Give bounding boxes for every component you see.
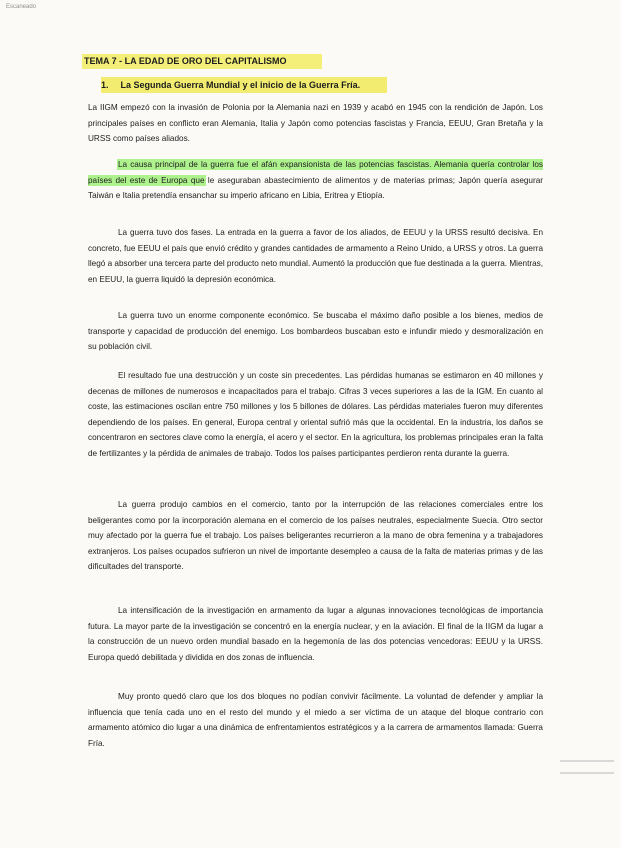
paragraph-text: La guerra tuvo dos fases. La entrada en la guerra a favor de los aliados, de EEUU y la URSS resultó decisiva. En concreto, fue EEUU el país que envió crédito y grandes cantidades de armamento a Reino Unido, a URSS y otros. La guerra llegó a absorber una tercera parte del producto neto mundial. Aumentó la producción que fue destinada a la guerra. Mientras, en EEUU, la guerra liquidó la depresión económica.	[88, 228, 543, 284]
paragraph-innovation	[88, 603, 543, 665]
scan-label: Escaneado	[6, 4, 37, 10]
paragraph-text: Muy pronto quedó claro que los dos bloques no podían convivir fácilmente. La voluntad de defender y ampliar la influencia que tenía cada uno en el resto del mundo y el miedo a ser víctima de un ataque del bloque contrario con armamento atómico dio lugar a una dinámica de enfrentamientos estratégicos y a la carrera de armamentos llamada: Guerra Fría.	[88, 692, 543, 748]
paragraph-intro: La IIGM empezó con la invasión de Polonia por la Alemania nazi en 1939 y acabó en 1945 con la rendición de Japón. Los principales países en conflicto eran Alemania, Italia y Japón como potencias fascistas y Francia, EEUU, Gran Bretaña y la URSS como países aliados.	[88, 103, 543, 143]
page-title: TEMA 7 - LA EDAD DE ORO DEL CAPITALISMO	[82, 54, 322, 69]
paragraph-text: le aseguraban abastecimiento de alimentos y de materias primas; Japón quería asegurar Taiwán e Italia pretendía ensanchar su imperio africano en Libia, Eritrea y Etiopía.	[88, 175, 543, 200]
highlighted-text: La causa principal de la guerra fue el afán expansionista de las potencias fascistas. Alemania quería controlar los países del este de Europa que	[88, 160, 543, 185]
paragraph-text: La intensificación de la investigación en armamento da lugar a algunas innovaciones tecnológicas de importancia futura. La mayor parte de la investigación se concentró en la energía nuclear, y en la aviación. El final de la IIGM da lugar a la construcción de un nuevo orden mundial basado en la hegemonía de las dos potencias vencedoras: EEUU y la URSS. Europa quedó debilitada y dividida en dos zonas de influencia.	[88, 606, 543, 662]
paragraph-text: El resultado fue una destrucción y un coste sin precedentes. Las pérdidas humanas se estimaron en 40 millones y decenas de millones de numerosos e incapacitados para el trabajo. Cifras 3 veces superiores a las de la IGM. En cuanto al coste, las estimaciones oscilan entre 750 millones y los 5 billones de dólares. Las pérdidas materiales fueron muy diferentes dependiendo de los países. En general, Europa central y oriental sufrió más que la occidental. En la industria, los daños se concentraron en sectores clave como la energía, el acero y el sector. En la agricultura, los problemas principales eran la falta de fertilizantes y la pérdida de animales de trabajo. Todos los países participantes perdieron renta durante la guerra.	[88, 371, 543, 458]
section-label: La Segunda Guerra Mundial y el inicio de la Guerra Fría.	[120, 80, 361, 90]
paragraph-costs	[88, 368, 543, 461]
section-number: 1.	[101, 80, 109, 90]
paragraph-economic-component	[88, 308, 543, 355]
paragraph-text: La guerra produjo cambios en el comercio, tanto por la interrupción de las relaciones comerciales entre los beligerantes como por la incorporación alemana en el comercio de los países neutrales, especialmente Suecia. Otro sector muy afectado por la guerra fue el trabajo. Los países beligerantes recurrieron a la mano de obra femenina y a trabajadores extranjeros. Los países ocupados sufrieron un nivel de importante desempleo a causa de la falta de materias primas y de las dificultades del transporte.	[88, 500, 543, 571]
section-heading	[101, 77, 387, 93]
paragraph-causes	[88, 157, 543, 204]
bleed-through-mark	[560, 772, 614, 774]
bleed-through-mark	[560, 760, 614, 762]
paragraph-text: La guerra tuvo un enorme componente económico. Se buscaba el máximo daño posible a los bienes, medios de transporte y capacidad de producción del enemigo. Los bombardeos buscaban esto e infundir miedo y desmoralización en su población civil.	[88, 311, 543, 351]
paragraph-cold-war	[88, 689, 543, 751]
paragraph-phases	[88, 225, 543, 287]
paragraph-trade-labor	[88, 497, 543, 575]
